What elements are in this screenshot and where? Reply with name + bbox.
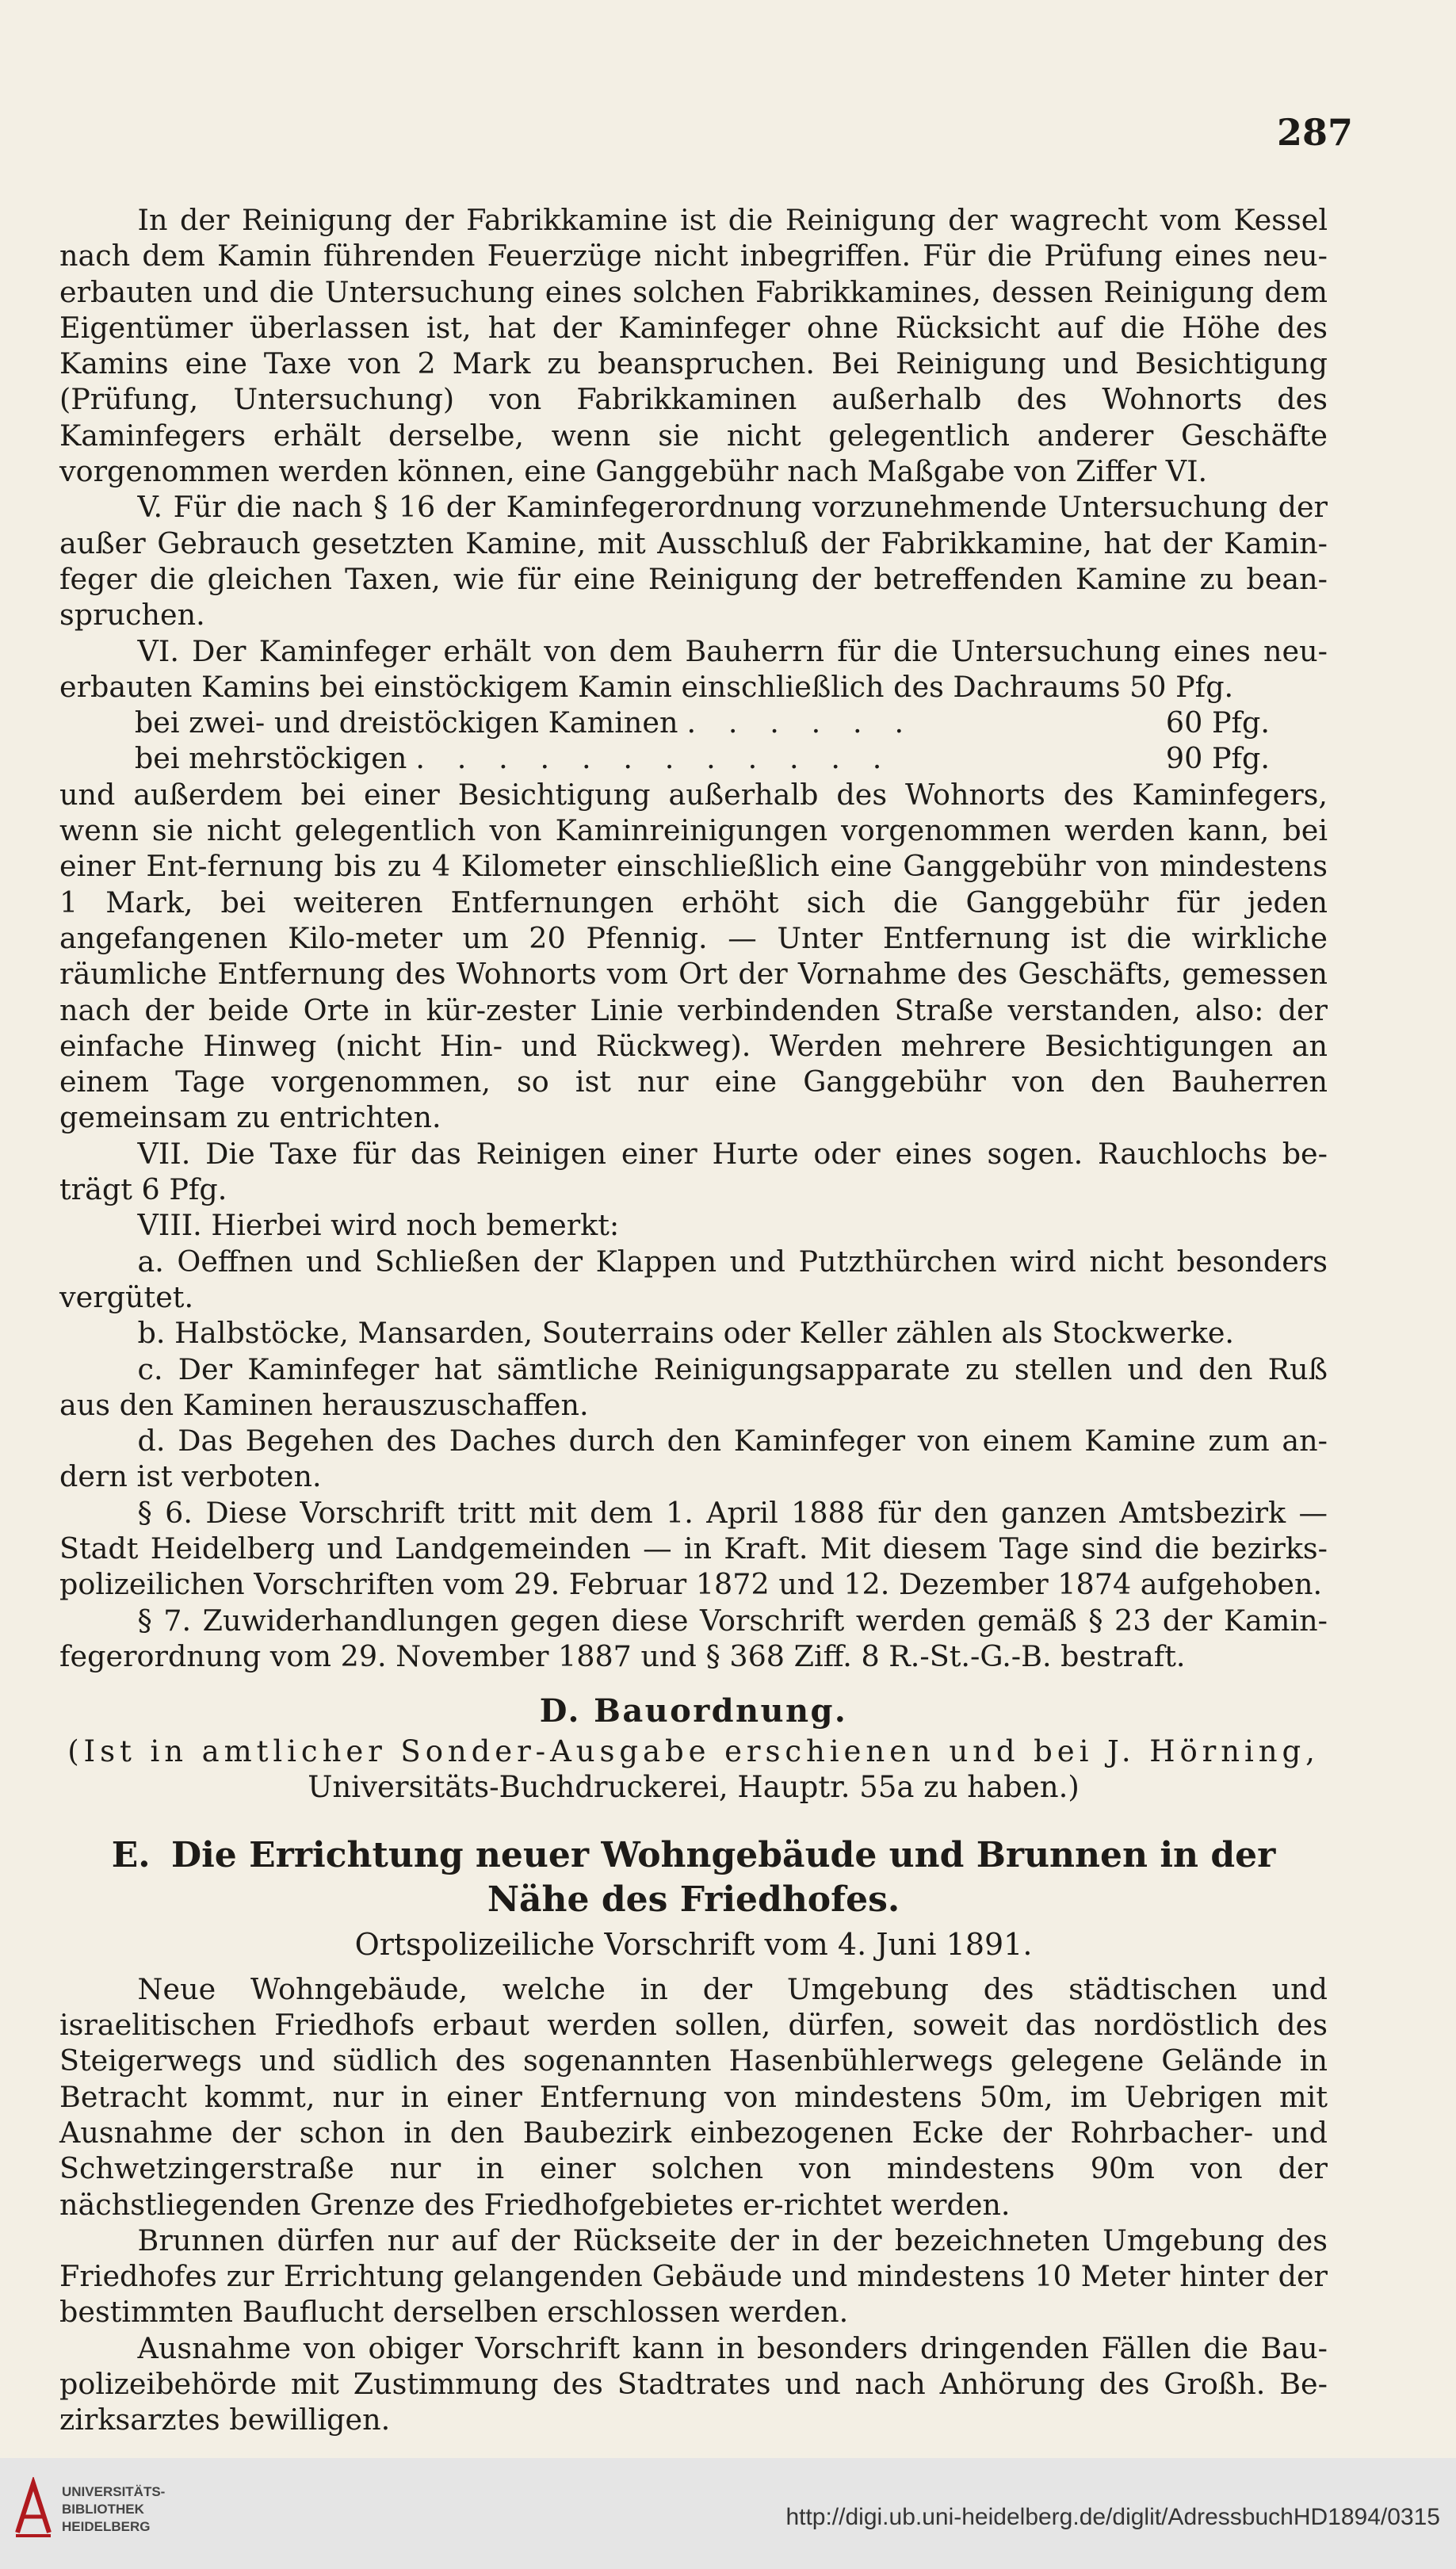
paragraph-section-7: § 7. Zuwiderhandlungen gegen diese Vorschrift werden gemäß § 23 der Kamin-fegerordnung vom 29. November 1887 und § 368 Ziff. 8 R.-St.-G.-B. bestraft.: [59, 1603, 1328, 1673]
section-e-letter: E.: [111, 1835, 151, 1876]
rate-label: bei zwei- und dreistöckigen Kaminen: [134, 705, 678, 740]
library-logo[interactable]: [14, 2477, 189, 2553]
section-e-paragraph: Ausnahme von obiger Vorschrift kann in besonders dringenden Fällen die Bau-polizeibehörde mit Zustimmung des Stadtrates und nach Anhörung des Großh. Be-zirksarztes bewilligen.: [59, 2330, 1328, 2437]
logo-line: BIBLIOTHEK: [62, 2502, 144, 2517]
paragraph-fabrikkamine: In der Reinigung der Fabrikkamine ist die Reinigung der wagrecht vom Kessel nach dem Kamin führenden Feuerzüge nicht inbegriffen. Für die Prüfung eines neu-erbauten und die Untersuchung eines solchen Fabrikkamines, dessen Reinigung dem Eigentümer überlassen ist, hat der Kaminfeger ohne Rücksicht auf die Höhe des Kamins eine Taxe von 2 Mark zu beanspruchen. Bei Reinigung und Besichtigung (Prüfung, Untersuchung) von Fabrikkaminen außerhalb des Wohnorts des Kaminfegers erhält derselbe, wenn sie nicht gelegentlich anderer Geschäfte vorgenommen werden können, eine Ganggebühr nach Maßgabe von Ziffer VI.: [59, 203, 1328, 489]
section-e-heading: [59, 1833, 1328, 1922]
page-number: 287: [1276, 111, 1353, 154]
rate-label: bei mehrstöckigen: [134, 741, 407, 776]
paragraph-vi: VI. Der Kaminfeger erhält von dem Bauherrn für die Untersuchung eines neu-erbauten Kamins bei einstöckigem Kamin einschließlich des Dachraums 50 Pfg.: [59, 633, 1328, 704]
section-e-subheading: Ortspolizeiliche Vorschrift vom 4. Juni 1891.: [354, 1927, 1033, 1963]
item-viii-b: b. Halbstöcke, Mansarden, Souterrains oder Keller zählen als Stockwerke.: [137, 1316, 1235, 1351]
item-viii-c: c. Der Kaminfeger hat sämtliche Reinigungsapparate zu stellen und den Ruß aus den Kaminen herauszuschaffen.: [59, 1351, 1328, 1422]
paragraph-section-6: § 6. Diese Vorschrift tritt mit dem 1. April 1888 für den ganzen Amtsbezirk — Stadt Heidelberg und Landgemeinden — in Kraft. Mit diesem Tage sind die bezirks-polizeilichen Vorschriften vom 29. Februar 1872 und 12. Dezember 1874 aufgehoben.: [59, 1495, 1328, 1602]
logo-line: UNIVERSITÄTS-: [62, 2484, 166, 2499]
rate-row: [135, 740, 1270, 776]
paragraph-viii: VIII. Hierbei wird noch bemerkt:: [137, 1208, 620, 1243]
logo-line: HEIDELBERG: [62, 2519, 151, 2534]
library-crest-icon: [14, 2477, 52, 2540]
rate-row: [135, 705, 1270, 740]
document-body: [59, 202, 1328, 2438]
logo-text: [62, 2483, 165, 2536]
source-url-link[interactable]: http://digi.ub.uni-heidelberg.de/diglit/AdressbuchHD1894/0315: [785, 2504, 1440, 2530]
section-d-note-line2: Universitäts-Buchdruckerei, Hauptr. 55a zu haben.): [308, 1770, 1080, 1805]
section-d-heading: D. Bauordnung.: [539, 1692, 848, 1730]
section-e-paragraph: Brunnen dürfen nur auf der Rückseite der in der bezeichneten Umgebung des Friedhofes zur Errichtung gelangenden Gebäude und mindestens 10 Meter hinter der bestimmten Bauflucht derselben erschlossen werden.: [59, 2223, 1328, 2330]
section-e-paragraph: Neue Wohngebäude, welche in der Umgebung des städtischen und israelitischen Friedhofs erbaut werden sollen, dürfen, soweit das nordöstlich des Steigerwegs und südlich des sogenannten Hasenbühlerwegs gelegene Gelände in Betracht kommt, nur in einer Entfernung von mindestens 50m, im Uebrigen mit Ausnahme der schon in den Baubezirk einbezogenen Ecke der Rohrbacher- und Schwetzingerstraße nur in einer solchen von mindestens 90m von der nächstliegenden Grenze des Friedhofgebietes er-richtet werden.: [59, 1971, 1328, 2222]
rate-value: 60 Pfg.: [1165, 705, 1270, 740]
footer-bar: [0, 2458, 1456, 2569]
paragraph-vi-continued: und außerdem bei einer Besichtigung außerhalb des Wohnorts des Kaminfegers, wenn sie nicht gelegentlich von Kaminreinigungen vorgenommen werden kann, bei einer Ent-fernung bis zu 4 Kilometer einschließlich eine Ganggebühr von mindestens 1 Mark, bei weiteren Entfernungen erhöht sich die Ganggebühr für jeden angefangenen Kilo-meter um 20 Pfennig. — Unter Entfernung ist die wirkliche räumliche Entfernung des Wohnorts vom Ort der Vornahme des Geschäfts, gemessen nach der beide Orte in kür-zester Linie verbindenden Straße verstanden, also: der einfache Hinweg (nicht Hin- und Rückweg). Werden mehrere Besichtigungen an einem Tage vorgenommen, so ist nur eine Ganggebühr von den Bauherren gemeinsam zu entrichten.: [59, 777, 1328, 1135]
item-viii-d: d. Das Begehen des Daches durch den Kaminfeger von einem Kamine zum an-dern ist verboten.: [59, 1424, 1328, 1494]
rate-leader: . . . . . .: [686, 705, 915, 740]
paragraph-vii: VII. Die Taxe für das Reinigen einer Hurte oder eines sogen. Rauchlochs be-trägt 6 Pfg.: [59, 1136, 1328, 1207]
paragraph-v: V. Für die nach § 16 der Kaminfegerordnung vorzunehmende Untersuchung der außer Gebrauch gesetzten Kamine, mit Ausschluß der Fabrikkamine, hat der Kamin-feger die gleichen Taxen, wie für eine Reinigung der betreffenden Kamine zu bean-spruchen.: [59, 490, 1328, 633]
rate-leader: . . . . . . . . . . . .: [415, 741, 893, 776]
section-e-title: Die Errichtung neuer Wohngebäude und Brunnen in der Nähe des Friedhofes.: [170, 1835, 1276, 1921]
section-d-note-line1: (Ist in amtlicher Sonder-Ausgabe erschienen und bei J. Hörning,: [67, 1734, 1320, 1769]
rate-value: 90 Pfg.: [1165, 741, 1270, 776]
item-viii-a: a. Oeffnen und Schließen der Klappen und Putzthürchen wird nicht besonders vergütet.: [59, 1244, 1328, 1314]
